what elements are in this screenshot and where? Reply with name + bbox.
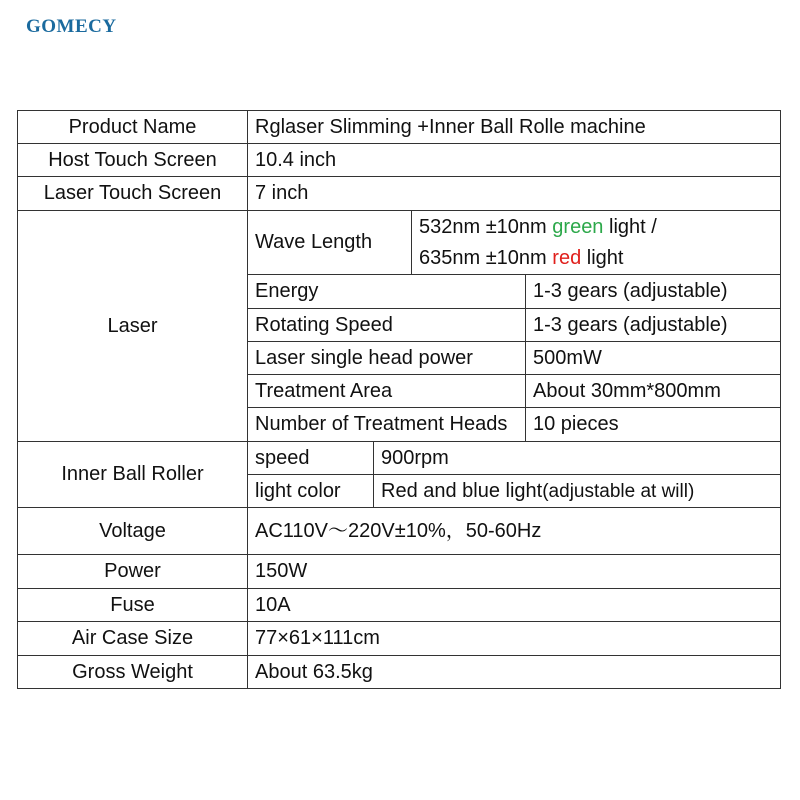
wave-length-label: Wave Length	[248, 211, 412, 275]
laser-screen-label: Laser Touch Screen	[18, 177, 248, 211]
table-row	[18, 111, 781, 144]
host-screen-label: Host Touch Screen	[18, 144, 248, 177]
host-screen-value: 10.4 inch	[248, 144, 781, 177]
air-case-label: Air Case Size	[18, 622, 248, 656]
product-name-value: Rglaser Slimming +Inner Ball Rolle machine	[248, 111, 781, 144]
table-row	[18, 144, 781, 177]
num-heads-label: Number of Treatment Heads	[248, 408, 526, 442]
wave-line-2: 635nm ±10nm red light	[419, 246, 624, 269]
rotating-speed-value: 1-3 gears (adjustable)	[526, 309, 781, 342]
ball-roller-label: Inner Ball Roller	[18, 442, 248, 508]
gross-weight-label: Gross Weight	[18, 656, 248, 689]
energy-label: Energy	[248, 275, 526, 309]
table-row	[18, 622, 781, 656]
speed-value: 900rpm	[374, 442, 781, 475]
table-row	[18, 589, 781, 622]
power-label: Power	[18, 555, 248, 589]
head-power-value: 500mW	[526, 342, 781, 375]
gross-weight-value: About 63.5kg	[248, 656, 781, 689]
product-name-label: Product Name	[18, 111, 248, 144]
treatment-area-label: Treatment Area	[248, 375, 526, 408]
head-power-label: Laser single head power	[248, 342, 526, 375]
treatment-area-value: About 30mm*800mm	[526, 375, 781, 408]
power-value: 150W	[248, 555, 781, 589]
table-row	[18, 656, 781, 689]
laser-label: Laser	[18, 211, 248, 442]
voltage-value: AC110V～220V±10%，50-60Hz	[248, 508, 781, 555]
energy-value: 1-3 gears (adjustable)	[526, 275, 781, 309]
table-row	[18, 211, 781, 275]
air-case-value: 77×61×111cm	[248, 622, 781, 656]
rotating-speed-label: Rotating Speed	[248, 309, 526, 342]
voltage-label: Voltage	[18, 508, 248, 555]
wave-length-value	[412, 211, 781, 275]
spec-table	[17, 110, 781, 689]
table-row	[18, 177, 781, 211]
table-row	[18, 442, 781, 475]
red-word: red	[552, 246, 582, 269]
table-row	[18, 555, 781, 589]
light-color-label: light color	[248, 475, 374, 508]
green-word: green	[552, 215, 604, 238]
light-color-value: Red and blue light(adjustable at will)	[374, 475, 781, 508]
speed-label: speed	[248, 442, 374, 475]
wave-line-1: 532nm ±10nm green light /	[419, 215, 657, 238]
laser-screen-value: 7 inch	[248, 177, 781, 211]
table-row	[18, 508, 781, 555]
num-heads-value: 10 pieces	[526, 408, 781, 442]
fuse-label: Fuse	[18, 589, 248, 622]
brand-logo: GOMECY	[26, 16, 117, 37]
fuse-value: 10A	[248, 589, 781, 622]
